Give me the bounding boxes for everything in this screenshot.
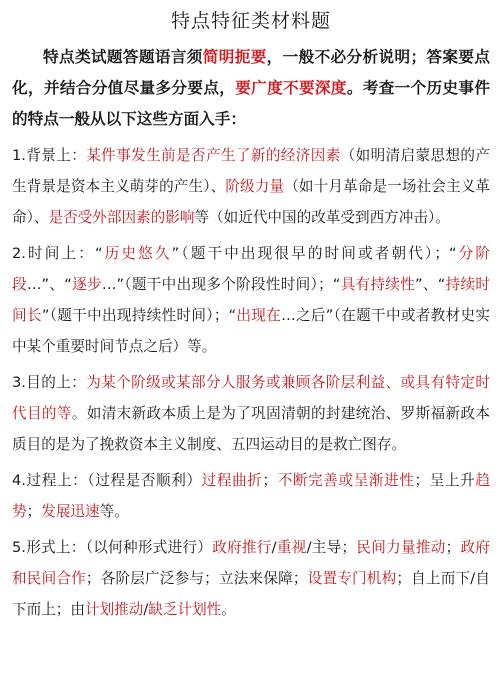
text-run: /主导； bbox=[306, 539, 357, 556]
text-run: 。 bbox=[221, 601, 236, 618]
highlighted-text: 持续时间长 bbox=[12, 276, 490, 324]
highlighted-text: 某件事发生前是否产生了新的经济因素 bbox=[86, 147, 341, 164]
text-run: 等。 bbox=[99, 503, 129, 520]
section-time bbox=[12, 238, 490, 362]
text-run: 等（如近代中国的改革受到西方冲击）。 bbox=[194, 209, 450, 226]
section-form bbox=[12, 532, 490, 625]
text-run: 2.时间上：“ bbox=[12, 245, 103, 262]
text-run: ”（题干中出现持续性时间）；“ bbox=[41, 307, 237, 324]
highlighted-text: 民间力量推动 bbox=[356, 539, 446, 556]
text-run: （如十月革命是一场社会主义革命）、 bbox=[12, 178, 490, 226]
highlighted-text: 设置专门机构 bbox=[307, 570, 397, 587]
text-run: ”（题干中出现很早的时间或者朝代）；“ bbox=[171, 245, 457, 262]
section-background bbox=[12, 140, 490, 233]
highlighted-text: 缺乏计划性 bbox=[148, 601, 222, 618]
highlighted-text: 阶级力量 bbox=[225, 178, 285, 195]
highlighted-text: 过程曲折 bbox=[201, 472, 263, 489]
highlighted-text: 历史悠久 bbox=[102, 245, 172, 262]
highlighted-text: 发展迅速 bbox=[41, 503, 100, 520]
text-run: ； bbox=[26, 503, 42, 520]
highlighted-text: 具有持续性 bbox=[340, 276, 416, 293]
section-purpose bbox=[12, 367, 490, 460]
text-run: ； bbox=[445, 539, 461, 556]
highlighted-text: 逐步 bbox=[71, 276, 102, 293]
text-run: 5.形式上：（以何种形式进行） bbox=[12, 539, 213, 556]
intro-paragraph bbox=[12, 42, 490, 135]
text-run: …之后”（在题干中或者教材史实中某个重要时间节点之后）等。 bbox=[12, 307, 490, 355]
text-run: …”（题干中出现多个阶段性时间）；“ bbox=[101, 276, 341, 293]
page-title: 特点特征类材料题 bbox=[170, 10, 331, 32]
text-run: 3.目的上： bbox=[12, 374, 87, 391]
text-run: 。如清末新政本质上是为了巩固清朝的封建统治、罗斯福新政本质目的是为了挽救资本主义制度、五四运动目的是救亡图存。 bbox=[12, 405, 490, 453]
text-run: ”、“ bbox=[415, 276, 446, 293]
text-run: ，一般不必分析说明；答案要点化，并结合分值尽量多分要点， bbox=[12, 48, 490, 97]
text-run: 4.过程上：（过程是否顺利） bbox=[12, 472, 202, 489]
highlighted-text: 政府和民间合作 bbox=[12, 539, 490, 587]
highlighted-text: 要广度不要深度 bbox=[235, 79, 347, 97]
text-run: / bbox=[271, 539, 277, 556]
text-run: 。考查一个历史事件的特点一般从以下这些方面入手： bbox=[12, 79, 490, 128]
highlighted-text: 简明扼要 bbox=[202, 48, 267, 66]
text-run: 特点类试题答题语言须 bbox=[43, 48, 203, 66]
text-run: / bbox=[143, 601, 149, 618]
highlighted-text: 政府推行 bbox=[212, 539, 272, 556]
text-run: 1.背景上： bbox=[12, 147, 87, 164]
highlighted-text: 是否受外部因素的影响 bbox=[48, 209, 195, 226]
text-run: ； bbox=[262, 472, 278, 489]
highlighted-text: 趋势 bbox=[12, 472, 490, 520]
text-run: ；各阶层广泛参与；立法来保障； bbox=[85, 570, 308, 587]
highlighted-text: 计划推动 bbox=[84, 601, 144, 618]
highlighted-text: 不断完善或呈渐进性 bbox=[277, 472, 415, 489]
highlighted-text: 重视 bbox=[276, 539, 307, 556]
highlighted-text: 为某个阶级或某部分人服务或兼顾各阶层利益、或具有特定时代目的等 bbox=[12, 374, 490, 422]
text-run: ；呈上升 bbox=[414, 472, 476, 489]
text-run: ；自上而下/自下而上；由 bbox=[12, 570, 490, 618]
section-process bbox=[12, 465, 490, 527]
highlighted-text: 出现在 bbox=[236, 307, 282, 324]
highlighted-text: 分阶段 bbox=[12, 245, 490, 293]
text-run: （如明清启蒙思想的产生背景是资本主义萌芽的产生）、 bbox=[12, 147, 490, 195]
text-run: …”、“ bbox=[26, 276, 72, 293]
